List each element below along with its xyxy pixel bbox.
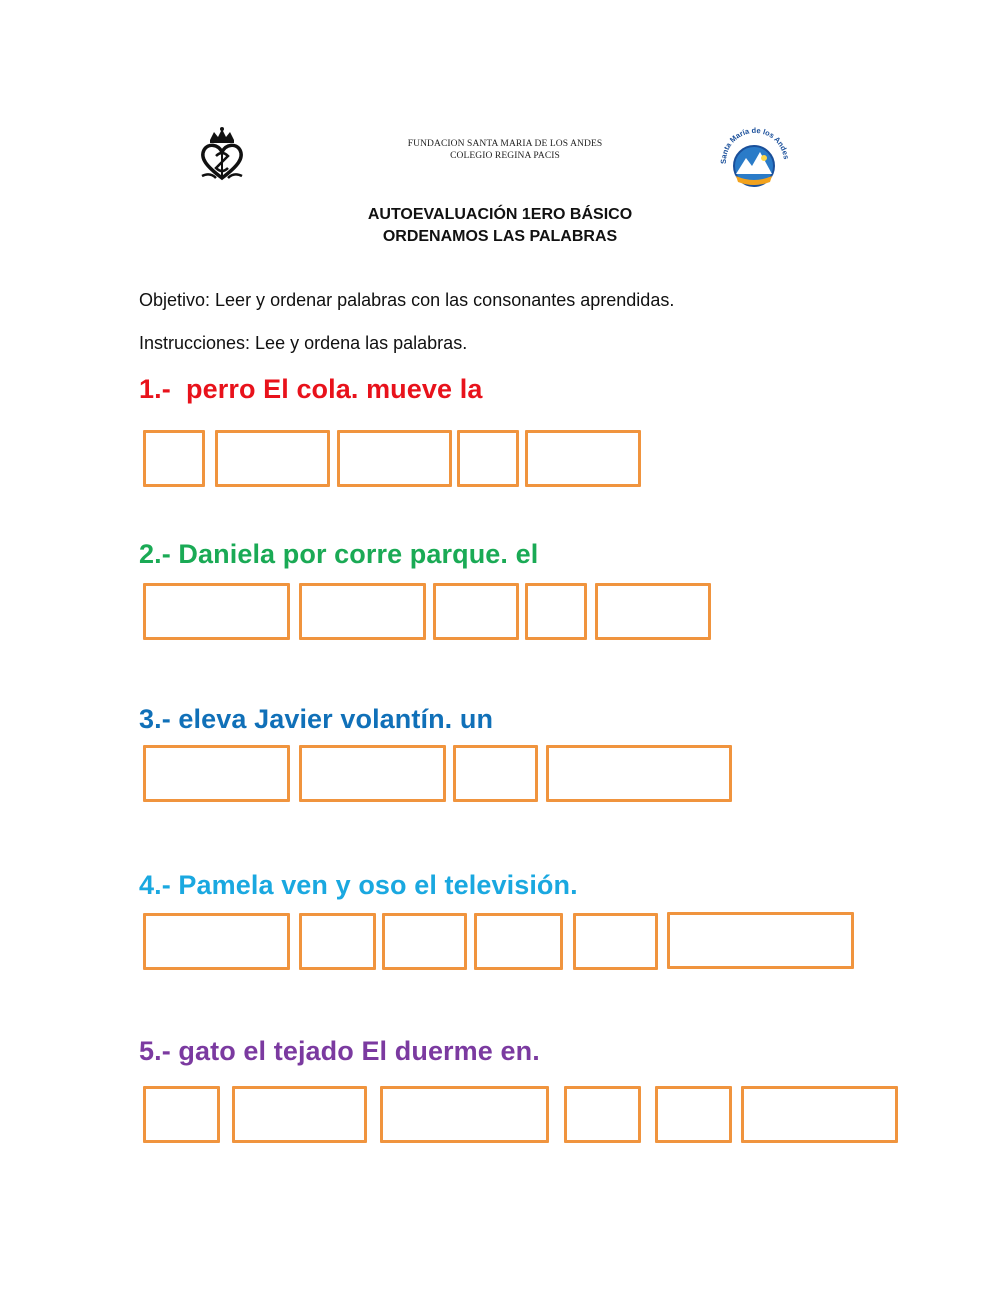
instructions-text: Instrucciones: Lee y ordena las palabras. (139, 333, 468, 353)
answer-box[interactable] (573, 913, 658, 970)
foundation-name: FUNDACION SANTA MARIA DE LOS ANDES (407, 139, 603, 149)
answer-box[interactable] (546, 745, 732, 802)
answer-box[interactable] (143, 1086, 220, 1143)
answer-box[interactable] (564, 1086, 641, 1143)
worksheet-subtitle: ORDENAMOS LAS PALABRAS (382, 228, 618, 245)
question-3 (139, 704, 493, 735)
answer-box[interactable] (474, 913, 563, 970)
question-2 (139, 539, 538, 570)
answer-box[interactable] (143, 430, 205, 487)
question-1 (139, 374, 482, 405)
answer-box[interactable] (453, 745, 538, 802)
answer-box[interactable] (299, 913, 376, 970)
answer-box[interactable] (741, 1086, 898, 1143)
answer-box[interactable] (595, 583, 711, 640)
answer-box[interactable] (380, 1086, 549, 1143)
answer-box[interactable] (299, 745, 446, 802)
objective-text: Objetivo: Leer y ordenar palabras con las consonantes aprendidas. (139, 290, 675, 310)
answer-box[interactable] (433, 583, 519, 640)
question-number: 5.- (139, 1036, 171, 1066)
school-name: COLEGIO REGINA PACIS (450, 151, 560, 161)
answer-box[interactable] (457, 430, 519, 487)
answer-box[interactable] (525, 430, 641, 487)
question-words: gato el tejado El duerme en. (178, 1036, 540, 1066)
question-words: Pamela ven y oso el televisión. (178, 870, 578, 900)
question-words: perro El cola. mueve la (186, 374, 483, 404)
answer-box[interactable] (299, 583, 426, 640)
answer-box[interactable] (382, 913, 467, 970)
question-number: 2.- (139, 539, 171, 569)
answer-box[interactable] (215, 430, 330, 487)
question-number: 3.- (139, 704, 171, 734)
left-school-crest (196, 126, 248, 182)
question-5 (139, 1036, 540, 1067)
answer-box[interactable] (337, 430, 452, 487)
worksheet-title: AUTOEVALUACIÓN 1ERO BÁSICO (367, 206, 633, 223)
question-number: 4.- (139, 870, 171, 900)
answer-box[interactable] (525, 583, 587, 640)
answer-box[interactable] (667, 912, 854, 969)
question-words: eleva Javier volantín. un (178, 704, 494, 734)
svg-text:Santa María de los Andes: Santa María de los Andes (718, 125, 791, 165)
answer-box[interactable] (232, 1086, 367, 1143)
question-4 (139, 870, 578, 901)
mountain-badge-icon (714, 124, 794, 190)
answer-box[interactable] (143, 913, 290, 970)
answer-box[interactable] (143, 583, 290, 640)
crown-heart-crest-icon (196, 126, 248, 182)
question-words: Daniela por corre parque. el (178, 539, 539, 569)
school-header (300, 138, 710, 162)
question-number: 1.- (139, 374, 171, 404)
right-school-badge (714, 124, 794, 190)
answer-box[interactable] (143, 745, 290, 802)
answer-box[interactable] (655, 1086, 732, 1143)
